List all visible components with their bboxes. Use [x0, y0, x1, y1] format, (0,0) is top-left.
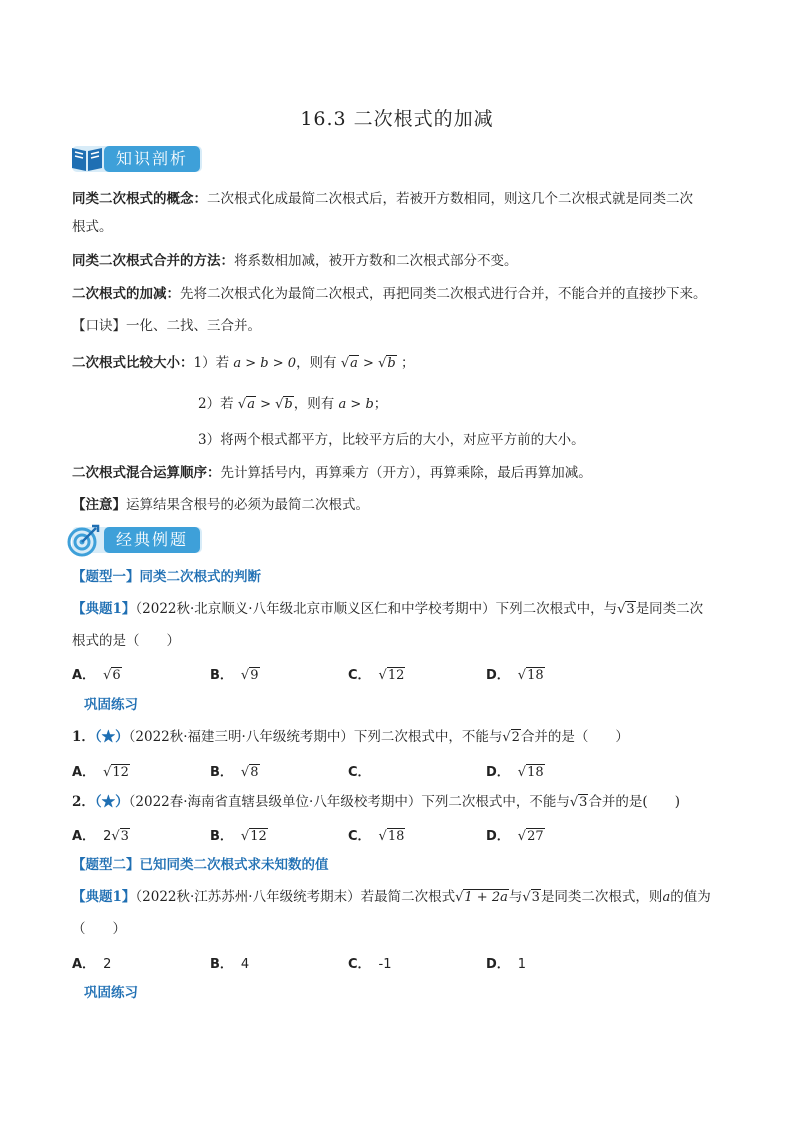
difficulty-star: （★） — [94, 794, 129, 810]
question-text: （2022春·海南省直辖县级单位·八年级校考期中）下列二次根式中，不能与 — [128, 794, 570, 810]
order-label: 二次根式混合运算顺序： — [72, 465, 221, 481]
compare-paragraph-2 — [198, 395, 387, 414]
option-c[interactable]: C． √12 — [348, 668, 405, 683]
type2-example-cont: （ ） — [72, 921, 126, 937]
type1-heading: 【题型一】同类二次根式的判断 — [72, 569, 261, 585]
sqrt-compare-formula: √a > √b — [237, 397, 293, 412]
question-text-2: 合并的是（ ） — [520, 729, 629, 745]
sqrt-expression: √3 — [569, 795, 588, 810]
merge-method-paragraph — [72, 252, 518, 270]
option-c[interactable]: C． — [348, 765, 371, 780]
variable-a: a — [662, 890, 671, 905]
practice-label: 巩固练习 — [84, 697, 138, 713]
type1-example-cont: 根式的是（ ） — [72, 633, 180, 649]
add-sub-text: 先将二次根式化为最简二次根式，再把同类二次根式进行合并，不能合并的直接抄下来。 — [180, 286, 707, 302]
option-b[interactable]: B． √9 — [210, 668, 259, 683]
merge-method-text: 将系数相加减，被开方数和二次根式部分不变。 — [234, 253, 518, 269]
option-d[interactable]: D． √18 — [486, 668, 544, 683]
compare-2-mid: ，则有 — [293, 396, 335, 412]
question-1 — [72, 728, 629, 747]
compare-2-result: a > b — [338, 397, 374, 412]
note-label: 【注意】 — [72, 497, 126, 513]
sqrt-a-formula: √a > √b — [340, 356, 396, 371]
compare-2-end: ； — [373, 396, 388, 412]
concept-paragraph — [72, 190, 693, 208]
question-number: 1． — [72, 729, 95, 745]
compare-1-mid: ，则有 — [296, 355, 337, 371]
compare-label: 二次根式比较大小： — [72, 355, 194, 371]
sqrt-expression: √3 — [617, 602, 635, 617]
compare-paragraph-1 — [72, 354, 415, 373]
book-icon — [70, 143, 104, 173]
option-b[interactable]: B． 4 — [210, 957, 250, 972]
example-text: （2022秋·江苏苏州·八年级统考期末）若最简二次根式 — [135, 889, 456, 905]
compare-1-end: ； — [401, 355, 415, 371]
compare-paragraph-3: 3）将两个根式都平方，比较平方后的大小，对应平方前的大小。 — [198, 432, 585, 448]
type2-example — [72, 888, 711, 907]
example-text-3: 是同类二次根式，则 — [540, 889, 663, 905]
note-text: 运算结果含根号的必须为最简二次根式。 — [126, 497, 369, 513]
example-text: （2022秋·北京顺义·八年级北京市顺义区仁和中学校考期中）下列二次根式中，与 — [135, 601, 618, 617]
note-paragraph — [72, 496, 369, 514]
example-text-4: 的值为 — [670, 889, 711, 905]
compare-2-prefix: 2）若 — [198, 396, 234, 412]
concept-label: 同类二次根式的概念： — [72, 191, 207, 207]
example-tag: 【典题1】 — [72, 889, 136, 905]
concept-continuation: 根式。 — [72, 219, 113, 235]
question-text: （2022秋·福建三明·八年级统考期中）下列二次根式中，不能与 — [128, 729, 503, 745]
option-a[interactable]: A． √6 — [72, 668, 121, 683]
order-text: 先计算括号内，再算乘方（开方），再算乘除，最后再算加减。 — [220, 465, 592, 481]
option-a[interactable]: A． 2√3 — [72, 829, 129, 844]
add-sub-paragraph — [72, 285, 707, 303]
sqrt-expression: √1 + 2a — [455, 890, 508, 905]
compare-1-prefix: 1）若 — [193, 355, 230, 371]
option-b[interactable]: B． √12 — [210, 829, 267, 844]
merge-method-label: 同类二次根式合并的方法： — [72, 253, 234, 269]
option-c[interactable]: C． -1 — [348, 957, 392, 972]
example-text-2: 与 — [508, 889, 523, 905]
order-paragraph — [72, 464, 592, 482]
difficulty-star: （★） — [94, 729, 129, 745]
option-d[interactable]: D． √27 — [486, 829, 544, 844]
option-b[interactable]: B． √8 — [210, 765, 259, 780]
page-title: 16.3 二次根式的加减 — [300, 108, 494, 130]
mnemonic-paragraph: 【口诀】一化、二找、三合并。 — [72, 318, 261, 334]
question-text-2: 合并的是( ) — [588, 794, 680, 810]
example-tag: 【典题1】 — [72, 601, 136, 617]
type2-heading: 【题型二】已知同类二次根式求未知数的值 — [72, 857, 329, 873]
compare-1-condition: a > b > 0 — [233, 356, 297, 371]
option-d[interactable]: D． √18 — [486, 765, 544, 780]
option-a[interactable]: A． √12 — [72, 765, 129, 780]
example-text-2: 是同类二次 — [635, 601, 704, 617]
option-a[interactable]: A． 2 — [72, 957, 112, 972]
question-2 — [72, 793, 680, 812]
section-knowledge-label: 知识剖析 — [104, 146, 200, 172]
target-icon — [66, 522, 102, 558]
option-c[interactable]: C． √18 — [348, 829, 405, 844]
concept-text: 二次根式化成最简二次根式后，若被开方数相同，则这几个二次根式就是同类二次 — [207, 191, 693, 207]
sqrt-expression: √3 — [522, 890, 540, 905]
add-sub-label: 二次根式的加减： — [72, 286, 180, 302]
sqrt-expression: √2 — [502, 730, 520, 745]
practice-label: 巩固练习 — [84, 985, 138, 1001]
type1-example — [72, 600, 703, 619]
option-d[interactable]: D． 1 — [486, 957, 527, 972]
section-examples-label: 经典例题 — [104, 527, 200, 553]
question-number: 2． — [72, 794, 95, 810]
